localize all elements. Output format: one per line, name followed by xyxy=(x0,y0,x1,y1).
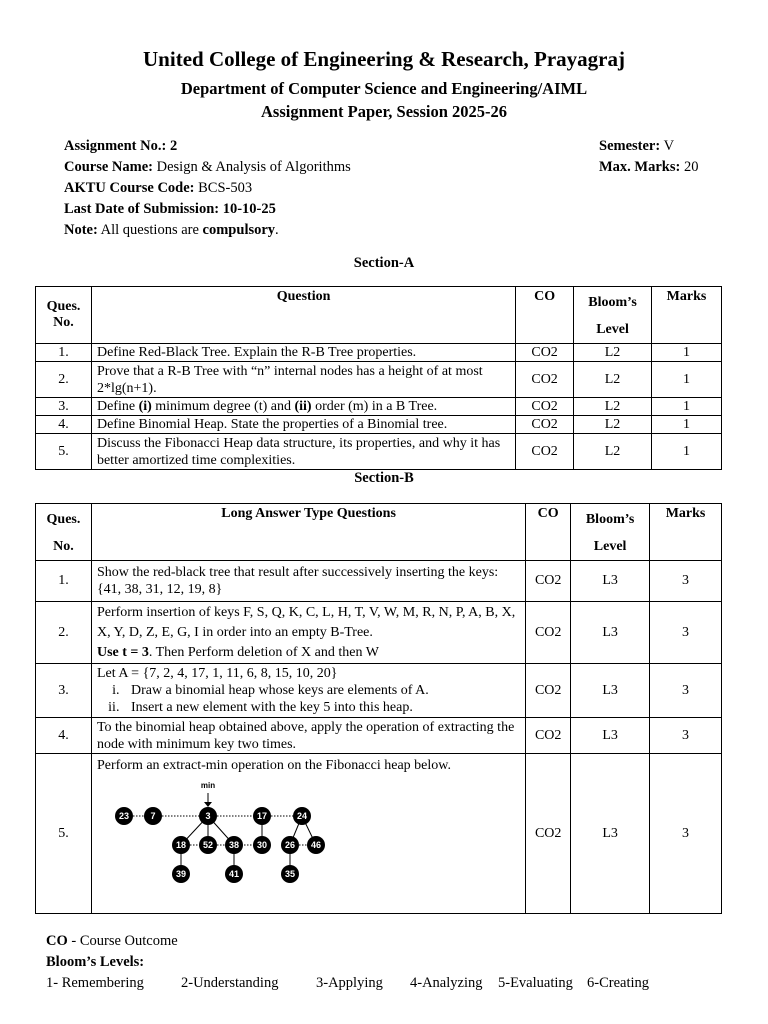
header-co: CO xyxy=(516,287,574,344)
svg-text:3: 3 xyxy=(205,811,211,821)
section-a-title: Section-A xyxy=(353,255,415,271)
table-row: 5. Discuss the Fibonacci Heap data structure, its properties, and why it has better amortized time complexities. CO2 L2 1 xyxy=(36,434,722,470)
heap-node xyxy=(293,807,311,825)
table-row: 4. To the binomial heap obtained above, apply the operation of extracting the node with minimum key two times. CO2 L3 3 xyxy=(36,718,722,754)
note: Note: All questions are compulsory. xyxy=(64,222,279,238)
college-title: United College of Engineering & Research, Prayagraj xyxy=(143,47,625,71)
svg-text:38: 38 xyxy=(228,840,239,850)
table-row: 2. Prove that a R-B Tree with “n” internal nodes has a height of at most 2*lg(n+1). CO2 L2 1 xyxy=(36,362,722,398)
assignment-no: Assignment No.: 2 xyxy=(64,138,178,154)
table-row: 3. Define (i) minimum degree (t) and (ii) order (m) in a B Tree. CO2 L2 1 xyxy=(36,398,722,416)
fibonacci-heap-diagram xyxy=(102,774,342,884)
bloom-level: 5-Evaluating xyxy=(498,975,573,991)
info-right xyxy=(599,136,698,178)
section-b-table xyxy=(35,503,722,914)
svg-text:35: 35 xyxy=(284,869,295,879)
department-title: Department of Computer Science and Engineering/AIML xyxy=(180,79,588,98)
footer xyxy=(46,931,726,994)
paper-title: Assignment Paper, Session 2025-26 xyxy=(261,102,507,121)
heap-node xyxy=(281,865,299,883)
heap-node xyxy=(253,807,271,825)
heap-node xyxy=(144,807,162,825)
max-marks: Max. Marks: 20 xyxy=(599,159,699,175)
heap-node xyxy=(199,836,217,854)
heap-node xyxy=(307,836,325,854)
table-row: 5. Perform an extract-min operation on the Fibonacci heap below. min 23 7 3 17 24 18 52 38 30 26 46 39 41 35 CO2 L3 3 xyxy=(36,754,722,914)
heap-node xyxy=(172,836,190,854)
last-date: Last Date of Submission: 10-10-25 xyxy=(64,201,276,217)
svg-text:24: 24 xyxy=(296,811,307,821)
heap-node xyxy=(253,836,271,854)
course-name: Course Name: Design & Analysis of Algorithms xyxy=(64,159,351,175)
course-code: AKTU Course Code: BCS-503 xyxy=(64,180,253,196)
header-question: Question xyxy=(91,287,515,344)
bloom-level: 6-Creating xyxy=(587,975,650,991)
bloom-level: 3-Applying xyxy=(316,975,383,991)
bloom-level: 2-Understanding xyxy=(181,975,279,991)
header-marks: Marks xyxy=(650,504,722,561)
svg-text:7: 7 xyxy=(150,811,156,821)
header-qno: Ques. No. xyxy=(36,504,92,561)
sub-items xyxy=(97,682,520,716)
svg-text:39: 39 xyxy=(175,869,186,879)
svg-text:23: 23 xyxy=(118,811,129,821)
min-label: min xyxy=(200,781,216,790)
section-b-title: Section-B xyxy=(354,470,414,486)
header-question: Long Answer Type Questions xyxy=(91,504,525,561)
heap-node xyxy=(172,865,190,883)
svg-text:46: 46 xyxy=(310,840,321,850)
heap-node xyxy=(225,836,243,854)
header-bloom: Bloom’s Level xyxy=(574,287,652,344)
svg-text:17: 17 xyxy=(256,811,267,821)
svg-text:52: 52 xyxy=(202,840,213,850)
semester: Semester: V xyxy=(599,138,675,154)
header-marks: Marks xyxy=(652,287,722,344)
table-row: 4. Define Binomial Heap. State the properties of a Binomial tree. CO2 L2 1 xyxy=(36,416,722,434)
section-a-table xyxy=(35,286,722,470)
co-legend: CO - Course Outcome xyxy=(46,933,178,949)
bloom-title: Bloom’s Levels: xyxy=(46,954,145,970)
svg-text:41: 41 xyxy=(228,869,239,879)
table-row: 3. Let A = {7, 2, 4, 17, 1, 11, 6, 8, 15, 10, 20} i. Draw a binomial heap whose keys are elements of A. ii. Insert a new element with the key 5 into this heap. CO2 L3 3 xyxy=(36,664,722,718)
table-row: 2. Perform insertion of keys F, S, Q, K, C, L, H, T, V, W, M, R, N, P, A, B, X, X, Y, D, Z, E, G, I in order into an empty B-Tree. Use t = 3. Then Perform deletion of X and then W CO2 L3 3 xyxy=(36,602,722,664)
info-left xyxy=(64,136,351,241)
heap-node xyxy=(281,836,299,854)
svg-text:30: 30 xyxy=(256,840,267,850)
bloom-level: 4-Analyzing xyxy=(410,975,483,991)
bloom-level: 1- Remembering xyxy=(46,975,144,991)
list-item: i. Draw a binomial heap whose keys are elements of A. xyxy=(123,682,520,699)
table-row: 1. Define Red-Black Tree. Explain the R-B Tree properties. CO2 L2 1 xyxy=(36,344,722,362)
list-item: ii. Insert a new element with the key 5 into this heap. xyxy=(123,699,520,716)
svg-text:18: 18 xyxy=(175,840,186,850)
svg-text:26: 26 xyxy=(284,840,295,850)
heap-node xyxy=(199,807,217,825)
heap-node xyxy=(115,807,133,825)
header-qno: Ques. No. xyxy=(36,287,92,344)
header-co: CO xyxy=(526,504,571,561)
heap-node xyxy=(225,865,243,883)
section-a-header-row xyxy=(36,287,722,344)
table-row: 1. Show the red-black tree that result after successively inserting the keys: {41, 38, 31, 12, 19, 8} CO2 L3 3 xyxy=(36,561,722,602)
section-b-header-row xyxy=(36,504,722,561)
header-bloom: Bloom’s Level xyxy=(571,504,650,561)
bloom-levels xyxy=(46,973,726,994)
